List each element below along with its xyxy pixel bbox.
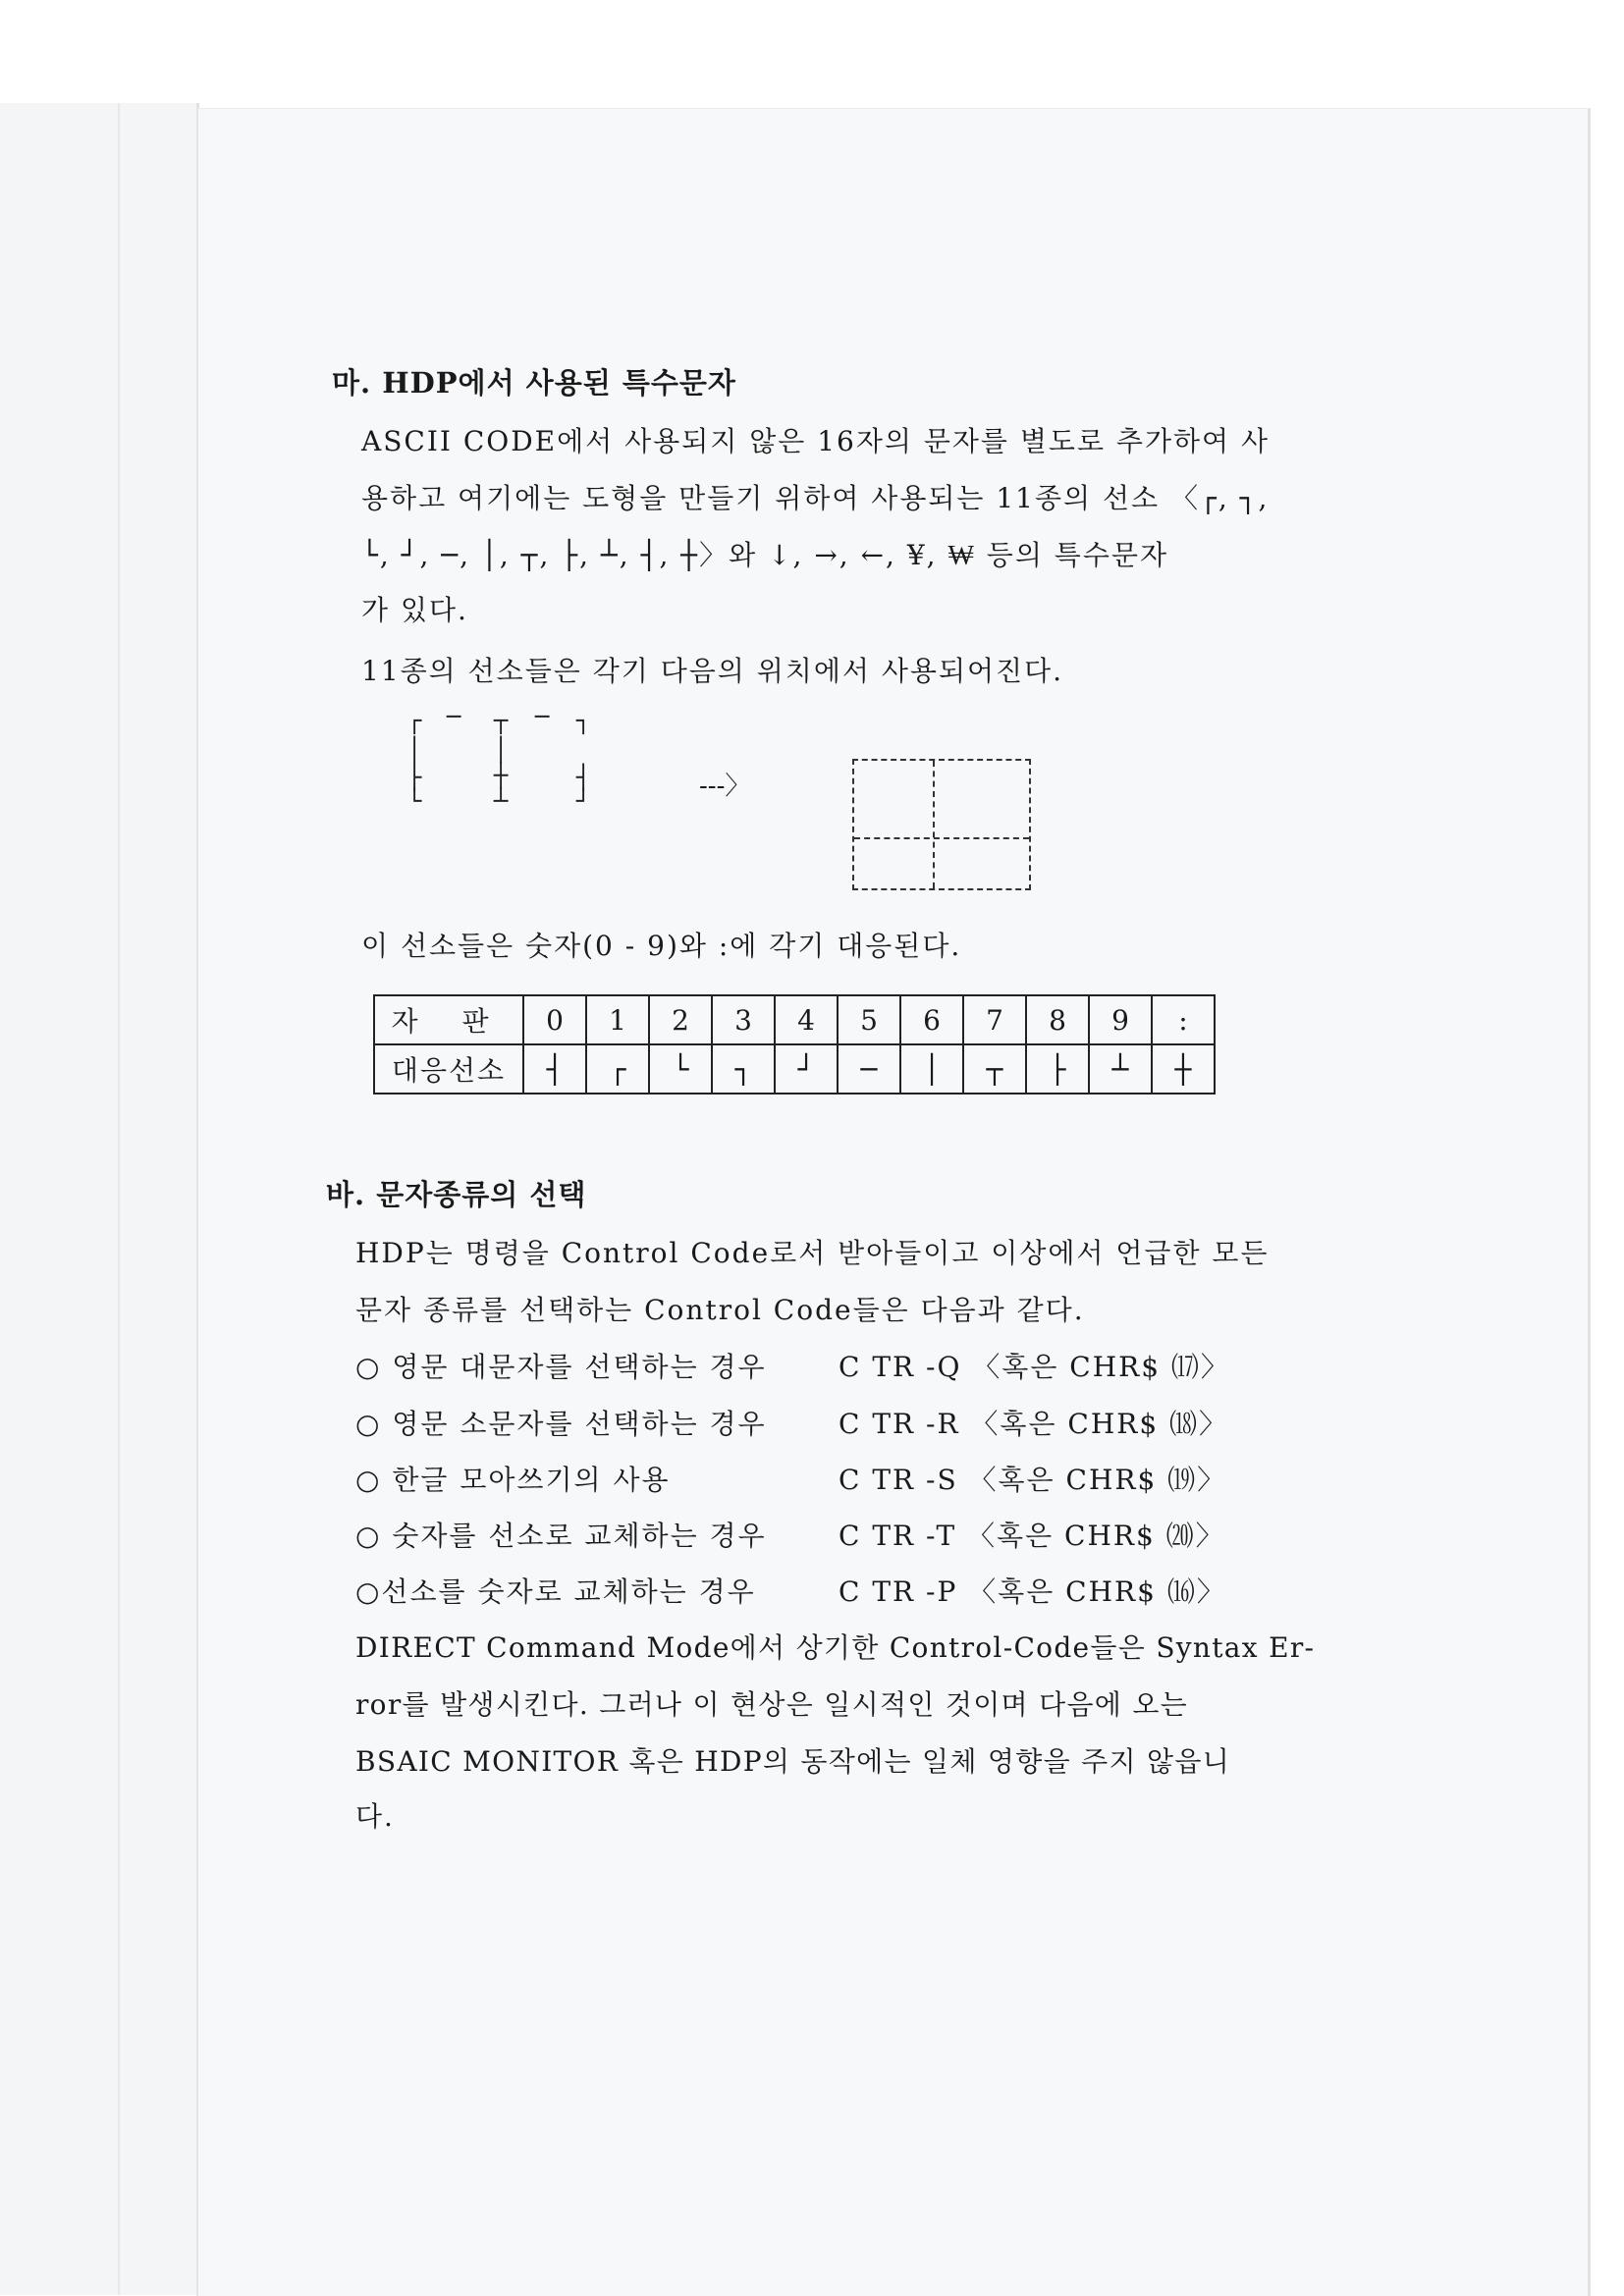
paragraph-line: 가 있다. [361,594,468,626]
grid-glyph: └ [407,787,422,815]
table-cell: ┤ [523,1044,586,1094]
paragraph-line: 11종의 선소들은 각기 다음의 위치에서 사용되어진다. [361,655,1064,687]
section-ma-title: 마. HDP에서 사용된 특수문자 [332,366,736,400]
paragraph-line: HDP는 명령을 Control Code로서 받아들이고 이상에서 언급한 모든 [355,1237,1270,1269]
table-row-header: 대응선소 [374,1044,523,1094]
table-cell: └ [649,1044,712,1094]
control-code-label: ○ 숫자를 선소로 교체하는 경우 [355,1520,767,1552]
table-cell: ├ [1026,1044,1089,1094]
control-code-value: C TR -S 〈혹은 CHR$ ⒆〉 [839,1464,1227,1496]
table-row [374,1044,1215,1094]
table-cell: 8 [1026,995,1089,1044]
grid-glyph: ┘ [576,787,591,815]
control-code-item [355,1346,1230,1385]
table-cell: 2 [649,995,712,1044]
control-code-label: ○선소를 숫자로 교체하는 경우 [355,1575,756,1608]
control-code-item [355,1403,1228,1442]
grid-glyph: ┐ [576,707,591,734]
control-code-item [355,1515,1225,1554]
grid-glyph: │ [494,736,509,764]
table-cell: ┐ [712,1044,775,1094]
paragraph-line: DIRECT Command Mode에서 상기한 Control-Code들은 Syntax Er- [355,1631,1316,1664]
control-code-item [355,1571,1226,1610]
digit-line-mapping-table [373,994,1216,1095]
line-element-position-diagram [407,703,604,815]
table-cell: 7 [963,995,1026,1044]
dashed-grid-box [852,759,1031,890]
grid-glyph: ─ [447,703,461,730]
grid-glyph: ┌ [407,707,422,734]
control-code-label: ○ 영문 소문자를 선택하는 경우 [355,1408,767,1440]
table-cell: ┬ [963,1044,1026,1094]
grid-glyph: │ [407,736,422,764]
control-code-label: ○ 한글 모아쓰기의 사용 [355,1464,671,1496]
paragraph-line: ror를 발생시킨다. 그러나 이 현상은 일시적인 것이며 다음에 오는 [355,1688,1189,1721]
paragraph-line: 문자 종류를 선택하는 Control Code들은 다음과 같다. [355,1294,1085,1326]
control-code-value: C TR -T 〈혹은 CHR$ ⒇〉 [839,1520,1225,1552]
paragraph-line: ASCII CODE에서 사용되지 않은 16자의 문자를 별도로 추가하여 사 [361,425,1271,457]
grid-glyph: ┬ [494,707,509,734]
grid-glyph: ┼ [494,762,509,789]
paragraph-line: BSAIC MONITOR 혹은 HDP의 동작에는 일체 영향을 주지 않읍니 [355,1745,1231,1778]
table-cell: 6 [900,995,963,1044]
control-code-label: ○ 영문 대문자를 선택하는 경우 [355,1351,767,1383]
table-cell: 5 [838,995,900,1044]
table-cell: 4 [775,995,838,1044]
table-cell: │ [900,1044,963,1094]
table-cell: ┌ [586,1044,649,1094]
section-ba-title: 바. 문자종류의 선택 [326,1178,587,1211]
grid-glyph: ┴ [494,787,509,815]
control-code-value: C TR -R 〈혹은 CHR$ ⒅〉 [839,1408,1229,1440]
grid-glyph: ├ [407,764,422,791]
dashed-divider-vertical [933,761,935,888]
table-cell: ─ [838,1044,900,1094]
table-cell: ┴ [1089,1044,1152,1094]
table-cell: 1 [586,995,649,1044]
table-cell: ┘ [775,1044,838,1094]
arrow-label: ---〉 [699,772,751,801]
table-cell: 0 [523,995,586,1044]
grid-glyph: ─ [535,703,550,730]
paragraph-line: └, ┘, ─, │, ┬, ├, ┴, ┤, ┼〉와 ↓, →, ←, ¥, ₩ 등의 특수문자 [361,539,1168,571]
table-cell: 9 [1089,995,1152,1044]
table-row [374,995,1215,1044]
table-cell: ┼ [1152,1044,1215,1094]
paragraph-line: 이 선소들은 숫자(0 - 9)와 :에 각기 대응된다. [361,930,962,962]
paragraph-line: 용하고 여기에는 도형을 만들기 위하여 사용되는 11종의 선소 〈┌, ┐, [361,482,1270,514]
table-cell: : [1152,995,1215,1044]
control-code-value: C TR -Q 〈혹은 CHR$ ⒄〉 [839,1351,1230,1383]
paragraph-line: 다. [355,1800,395,1833]
table-cell: 3 [712,995,775,1044]
control-code-item [355,1459,1226,1498]
grid-glyph: ┤ [576,764,591,791]
control-code-value: C TR -P 〈혹은 CHR$ ⒃〉 [839,1575,1226,1608]
table-row-header: 자 판 [374,995,523,1044]
dashed-divider-horizontal [854,837,1029,839]
